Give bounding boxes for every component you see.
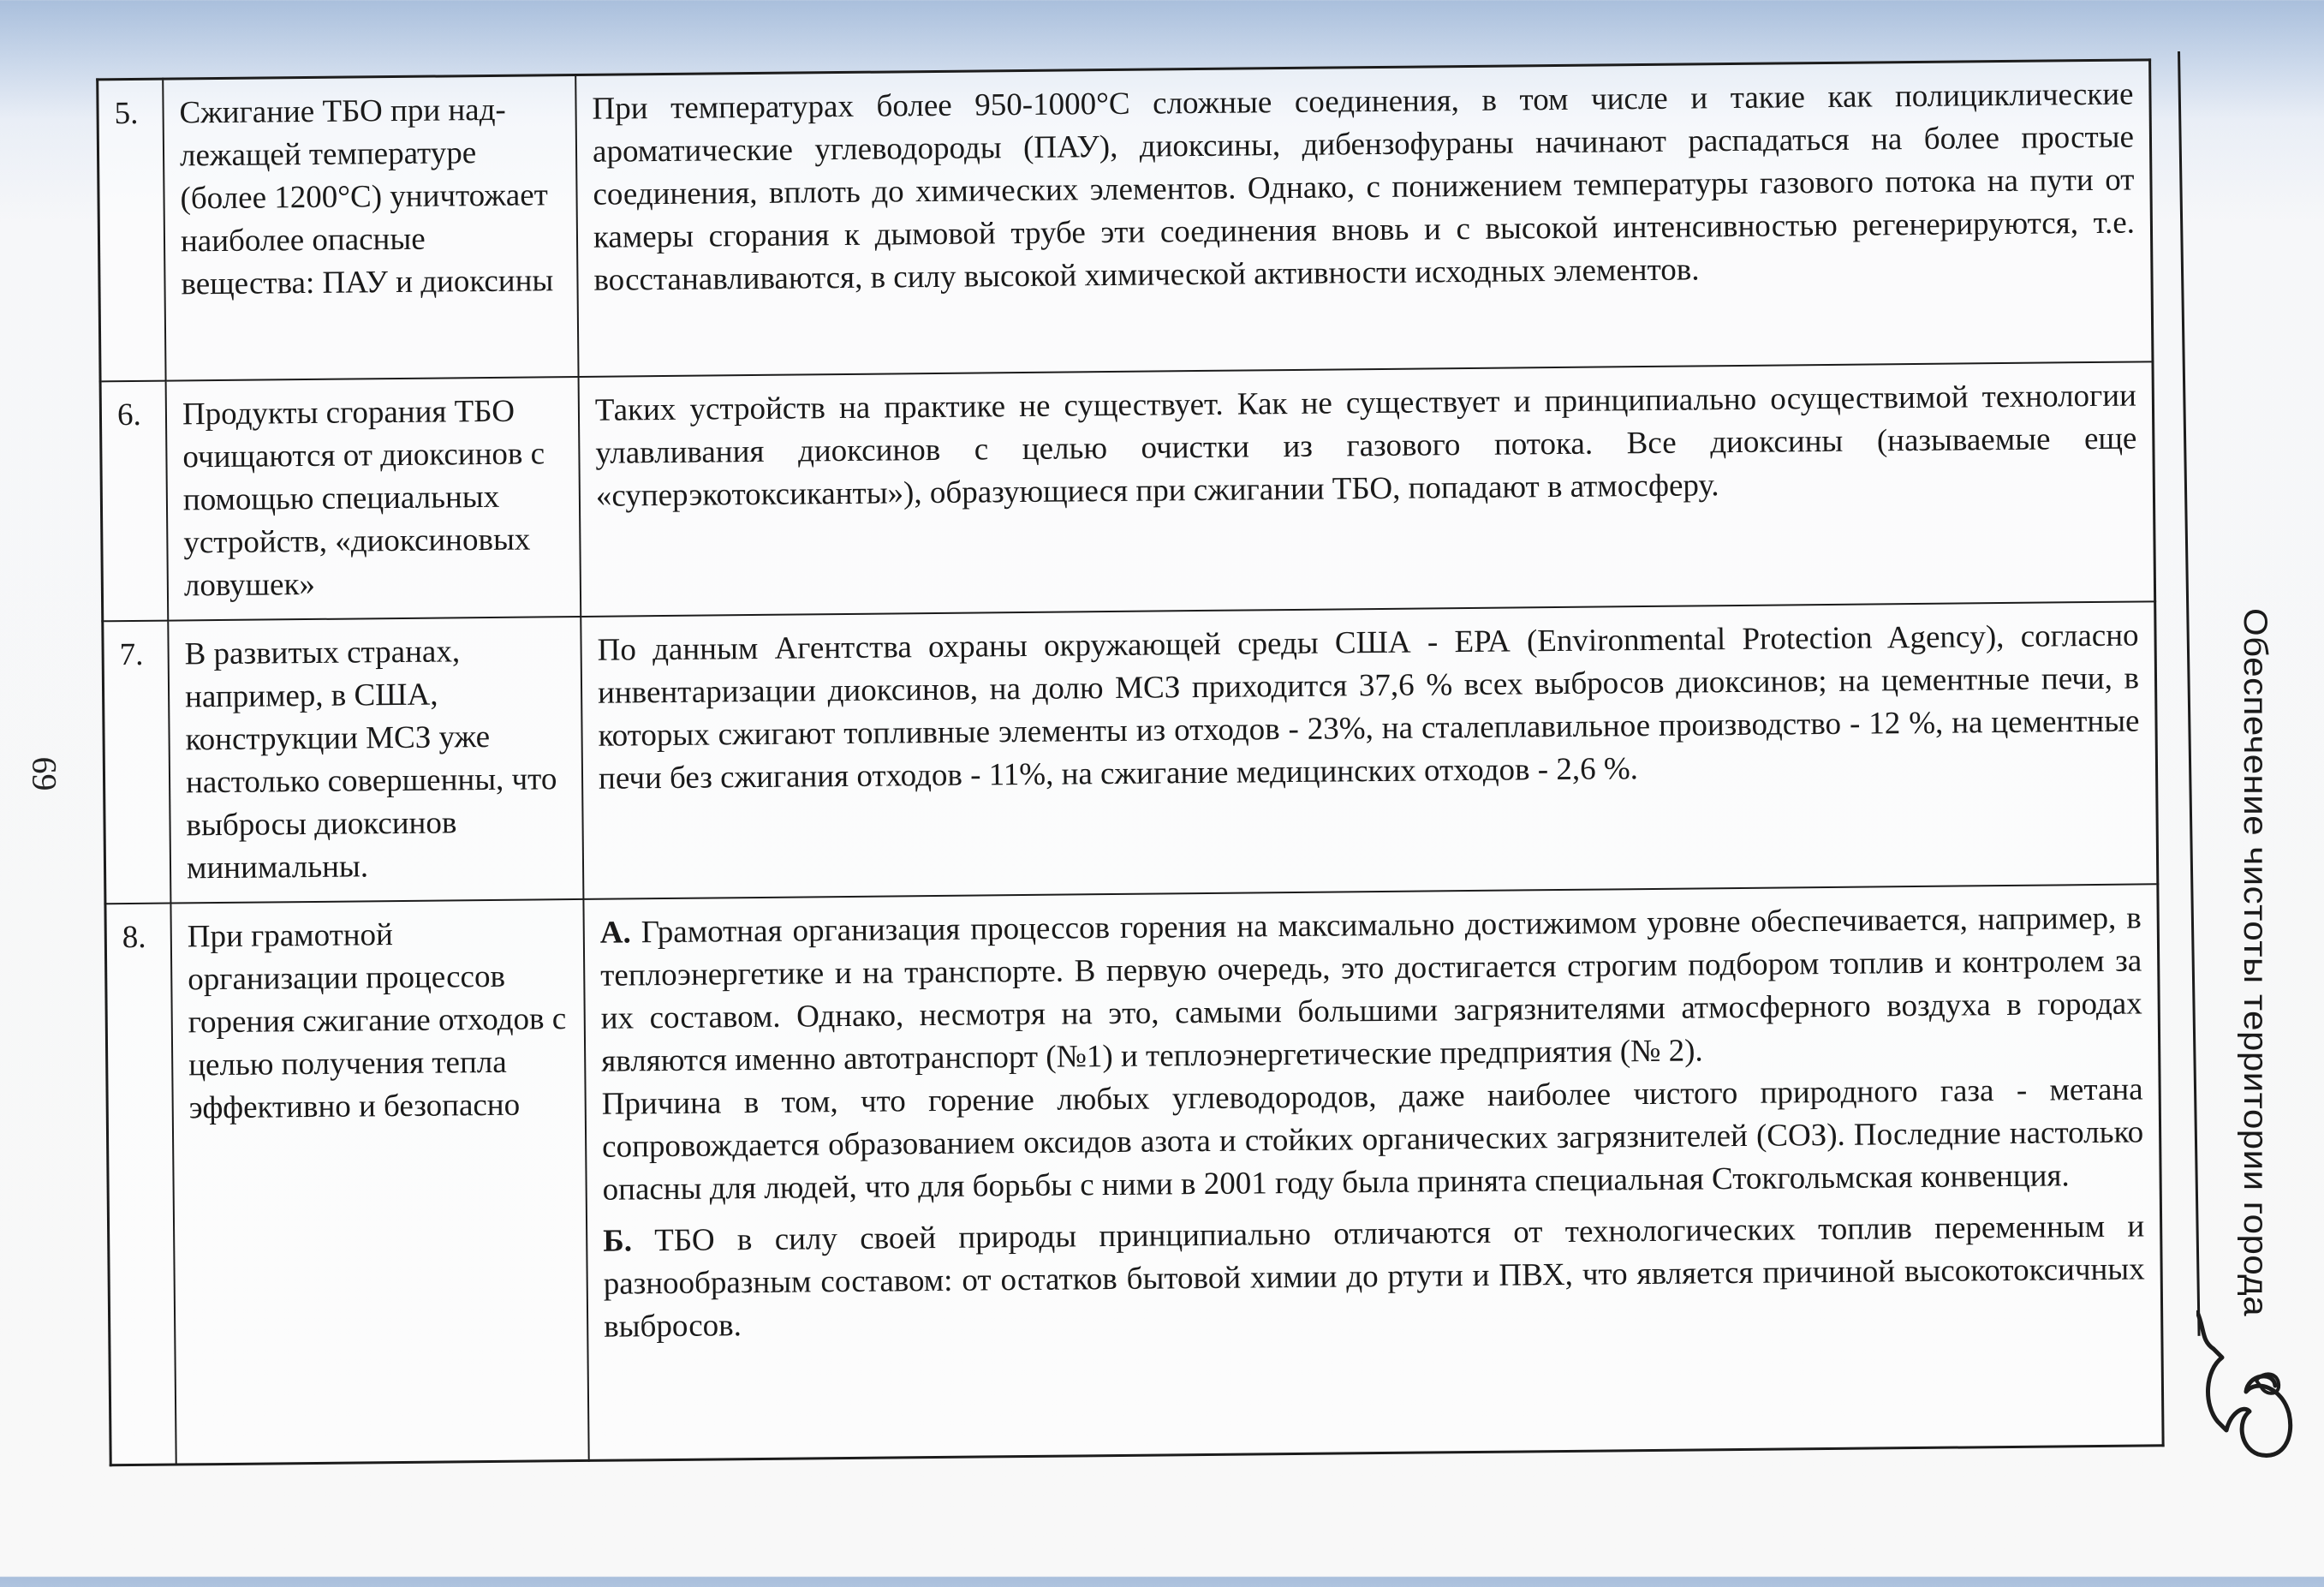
fact-paragraph <box>592 74 2135 302</box>
row-claim: При грамотной организации процессов горения сжигание отходов с целью получения тепла эффективно и безопасно <box>170 899 588 1465</box>
row-number: 7. <box>103 621 171 904</box>
fact-paragraph <box>600 897 2143 1083</box>
row-claim: В развитых странах, например, в США, конструкции МСЗ уже настолько совершенны, что выбросы диоксинов минимальны. <box>168 617 583 904</box>
row-number: 8. <box>105 904 176 1465</box>
row-number: 6. <box>100 381 168 622</box>
paragraph-text: Причина в том, что горение любых углеводородов, даже наиболее чистого природного газа - метана сопровождается образованием оксидов азота и стойких органических загрязнителей (СОЗ). Последние настолько опасны для людей, что для борьбы с ними в 2001 году была принята специальная Стокгольмская конвенция. <box>602 1071 2144 1207</box>
paragraph-text: ТБО в силу своей природы принципиально отличаются от технологических топлив переменным и разнообразным составом: от остатков бытовой химии до ртути и ПВХ, что является причиной высокотоксичных выбросов. <box>604 1208 2145 1344</box>
paragraph-text: Таких устройств на практике не существует. Как не существует и принципиально осуществимой технологии улавливания диоксинов с целью очистки из газового потока. Все диоксины (называемые еще «суперэкотоксиканты»), образующиеся при сжигании ТБО, попадают в атмосферу. <box>595 379 2137 514</box>
paragraph-text: По данным Агентства охраны окружающей среды США - ЕРА (Environmental Protection Agency), согласно инвентаризации диоксинов, на долю МСЗ приходится 37,6 % всех выбросов диоксинов; на цементные печи, в которых сжигают топливные элементы из отходов - 23%, на сталеплавильное производство - 12 %, на цементные печи без сжигания отходов - 11%, на сжигание медицинских отходов - 2,6 %. <box>597 617 2139 796</box>
table-row <box>98 60 2153 381</box>
row-fact <box>575 60 2153 377</box>
paragraph-marker: Б. <box>603 1223 632 1258</box>
row-fact <box>579 361 2155 617</box>
table-row <box>105 884 2163 1465</box>
row-number: 5. <box>98 79 166 381</box>
fact-paragraph <box>595 375 2137 518</box>
paragraph-text: При температурах более 950-1000°С сложные соединения, в том числе и такие как полициклические ароматические углеводороды (ПАУ), диоксины, дибензофураны начинают распадаться на более простые соединения, вплоть до химических элементов. Однако, с понижением температуры газового потока на пути от камеры сгорания к дымовой трубе эти соединения вновь и с высокой интенсивностью регенерируются, т.е. восстанавливаются, в силу высокой химической активности исходных элементов. <box>592 77 2135 298</box>
running-head: Обеспечение чистоты территории города <box>2237 608 2274 1316</box>
ornament-logo-icon <box>2196 1310 2308 1473</box>
table-row <box>100 361 2155 621</box>
fact-paragraph <box>603 1205 2145 1348</box>
fact-paragraph <box>597 614 2140 800</box>
row-fact <box>581 601 2158 899</box>
paragraph-text: Грамотная организация процессов горения на максимально достижимом уровне обеспечивается, например, в теплоэнергетике и на транспорте. В первую очередь, это достигается строгим подбором топлив и контролем за их составом. Однако, несмотря на это, самыми большими загрязнителями атмосферного воздуха в городах являются именно автотранспорт (№1) и теплоэнергетические предприятия (№ 2). <box>600 900 2142 1078</box>
paragraph-marker: А. <box>600 915 631 950</box>
row-fact <box>583 884 2163 1460</box>
fact-paragraph <box>601 1068 2143 1211</box>
row-claim: Продукты сгорания ТБО очищаются от диоксинов с помощью специальных устройств, «диоксиновых ловушек» <box>166 377 581 621</box>
row-claim: Сжигание ТБО при над-лежащей температуре (более 1200°С) уничтожает наиболее опасные вещества: ПАУ и диоксины <box>163 75 578 380</box>
page-number: 69 <box>25 757 65 791</box>
myths-facts-table <box>96 58 2164 1466</box>
table-row <box>103 601 2158 904</box>
